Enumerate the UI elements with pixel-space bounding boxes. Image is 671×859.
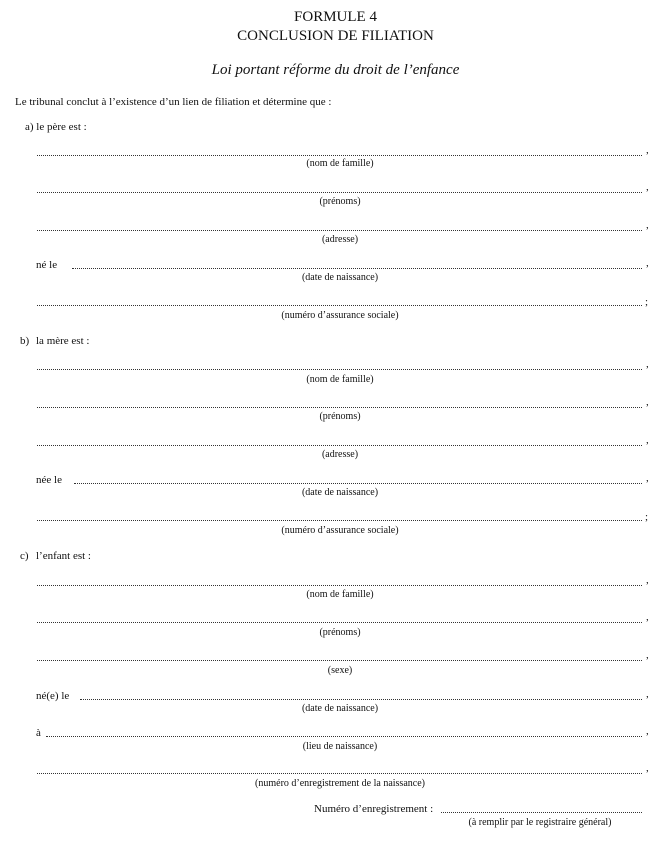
mother-address-caption: (adresse)	[321, 449, 359, 460]
father-birth-date-line[interactable]	[72, 268, 642, 269]
child-given-names-line[interactable]	[37, 622, 642, 623]
child-birth-date-comma: ,	[646, 688, 649, 700]
form-number: FORMULE 4	[294, 9, 377, 25]
registration-label: Numéro d’enregistrement :	[314, 803, 434, 815]
mother-given-names-caption: (prénoms)	[319, 411, 361, 422]
father-sin-caption: (numéro d’assurance sociale)	[281, 310, 399, 321]
mother-given-names-comma: ,	[646, 396, 649, 408]
father-given-names-comma: ,	[646, 181, 649, 193]
child-surname-caption: (nom de famille)	[306, 589, 374, 600]
father-surname-line[interactable]	[37, 155, 642, 156]
father-address-caption: (adresse)	[321, 234, 359, 245]
child-label: c)	[20, 550, 29, 562]
registration-note: (à remplir par le registraire général)	[468, 817, 612, 828]
father-sin-semicolon: ;	[645, 296, 649, 308]
child-registration-comma: ,	[646, 762, 649, 774]
child-heading: l’enfant est :	[36, 550, 91, 562]
mother-born-label: née le	[36, 474, 62, 486]
father-heading: a) le père est :	[25, 121, 87, 133]
mother-sin-line[interactable]	[37, 520, 642, 521]
child-birth-place-comma: ,	[646, 725, 649, 737]
father-born-label: né le	[36, 259, 58, 271]
mother-address-line[interactable]	[37, 445, 642, 446]
child-born-label: né(e) le	[36, 690, 70, 702]
mother-sin-caption: (numéro d’assurance sociale)	[281, 525, 399, 536]
child-registration-line[interactable]	[37, 773, 642, 774]
child-birth-date-line[interactable]	[80, 699, 642, 700]
father-birth-date-comma: ,	[646, 257, 649, 269]
mother-birth-date-comma: ,	[646, 472, 649, 484]
mother-label: b)	[20, 335, 30, 347]
father-given-names-caption: (prénoms)	[319, 196, 361, 207]
child-birth-date-caption: (date de naissance)	[301, 703, 379, 714]
father-surname-caption: (nom de famille)	[306, 158, 374, 169]
mother-surname-comma: ,	[646, 358, 649, 370]
father-surname-comma: ,	[646, 144, 649, 156]
mother-given-names-line[interactable]	[37, 407, 642, 408]
father-sin-line[interactable]	[37, 305, 642, 306]
mother-heading: la mère est :	[36, 335, 90, 347]
mother-sin-semicolon: ;	[645, 511, 649, 523]
child-given-names-comma: ,	[646, 611, 649, 623]
child-surname-line[interactable]	[37, 585, 642, 586]
child-birth-place-caption: (lieu de naissance)	[302, 741, 378, 752]
child-registration-caption: (numéro d’enregistrement de la naissance)	[255, 778, 425, 789]
mother-birth-date-line[interactable]	[74, 483, 642, 484]
father-address-comma: ,	[646, 219, 649, 231]
father-birth-date-caption: (date de naissance)	[301, 272, 379, 283]
child-birth-place-line[interactable]	[46, 736, 642, 737]
mother-surname-caption: (nom de famille)	[306, 374, 374, 385]
child-at-label: à	[36, 727, 41, 739]
child-sex-comma: ,	[646, 649, 649, 661]
mother-birth-date-caption: (date de naissance)	[301, 487, 379, 498]
law-title: Loi portant réforme du droit de l’enfance	[211, 62, 460, 78]
child-given-names-caption: (prénoms)	[319, 627, 361, 638]
child-sex-caption: (sexe)	[327, 665, 353, 676]
mother-surname-line[interactable]	[37, 369, 642, 370]
intro-text: Le tribunal conclut à l’existence d’un lien de filiation et détermine que :	[15, 96, 332, 108]
father-given-names-line[interactable]	[37, 192, 642, 193]
child-sex-line[interactable]	[37, 660, 642, 661]
child-surname-comma: ,	[646, 574, 649, 586]
father-address-line[interactable]	[37, 230, 642, 231]
registration-number-line[interactable]	[441, 812, 642, 813]
mother-address-comma: ,	[646, 434, 649, 446]
form-title: CONCLUSION DE FILIATION	[237, 28, 434, 44]
